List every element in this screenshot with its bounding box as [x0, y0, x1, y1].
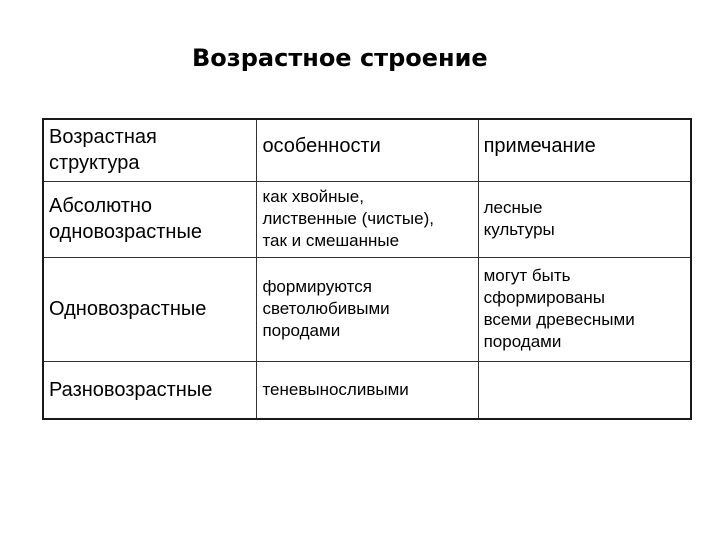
note-cell: могут быть сформированы всеми древесными породами [478, 257, 691, 361]
features-cell: теневыносливыми [257, 361, 478, 419]
structure-cell: Разновозрастные [43, 361, 257, 419]
structure-cell: Абсолютно одновозрастные [43, 181, 257, 257]
structure-cell: Одновозрастные [43, 257, 257, 361]
header-note: примечание [478, 119, 691, 181]
features-cell: формируются светолюбивыми породами [257, 257, 478, 361]
table-row [43, 181, 691, 257]
table-row [43, 257, 691, 361]
features-cell: как хвойные, лиственные (чистые), так и смешанные [257, 181, 478, 257]
page-title: Возрастное строение [192, 44, 488, 72]
note-cell: лесные культуры [478, 181, 691, 257]
header-features: особенности [257, 119, 478, 181]
header-structure: Возрастная структура [43, 119, 257, 181]
age-structure-table [42, 118, 692, 420]
note-cell [478, 361, 691, 419]
table-row [43, 361, 691, 419]
table-header-row [43, 119, 691, 181]
